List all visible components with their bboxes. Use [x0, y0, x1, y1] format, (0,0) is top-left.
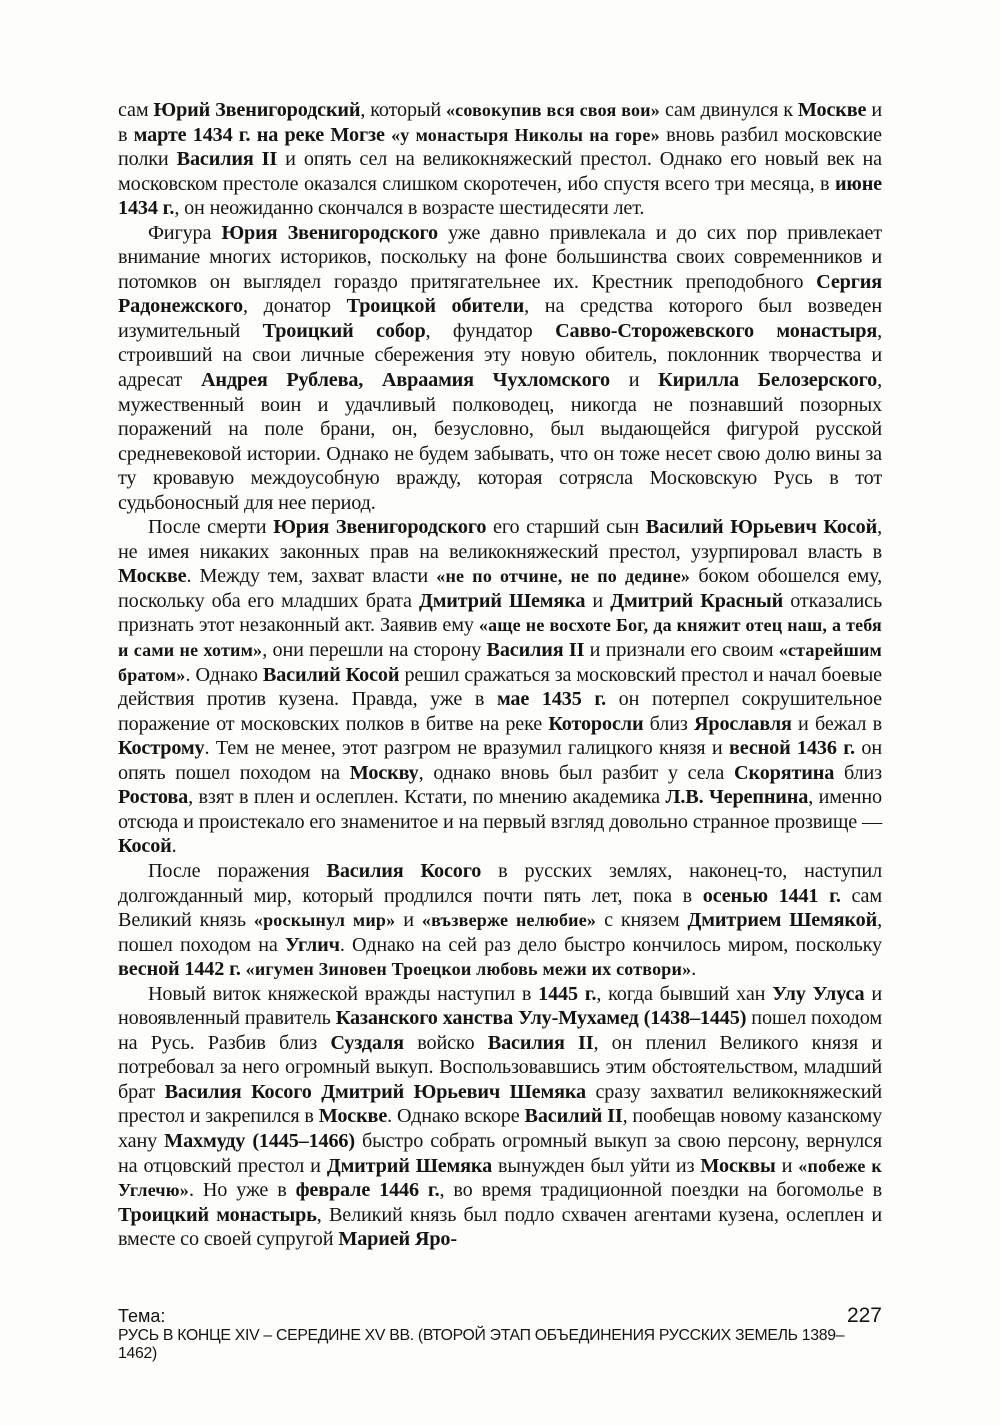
paragraph: [118, 982, 882, 1252]
text-run: , на средства которого был возведен изумительный: [118, 295, 883, 342]
text-run: отказались признать этот незаконный акт. Заявив ему: [118, 589, 883, 637]
text-run: войско: [403, 1031, 488, 1054]
text-run: сразу захватил великокняжеский престол и закрепился в: [118, 1080, 882, 1128]
text-run: . Между тем, захват власти: [186, 565, 437, 588]
emphasis-term: Кирилла Белозерского: [658, 369, 878, 392]
emphasis-term: Ярославля: [693, 712, 792, 735]
text-run: . Но уже в: [188, 1179, 296, 1202]
emphasis-term: 1445 г.: [538, 982, 597, 1005]
page-body: [118, 98, 882, 1252]
emphasis-term: Дмитрий Шемяка: [326, 1154, 493, 1177]
text-run: с князем: [596, 909, 688, 932]
text-run: вынужден был уйти из: [492, 1154, 701, 1177]
text-run: , который: [360, 99, 446, 121]
emphasis-term: Василий Косой: [262, 663, 400, 686]
emphasis-term: феврале 1446 г.: [295, 1179, 440, 1202]
text-run: , Великий князь был подло схвачен агентами кузена, ослеплен и вместе со своей супругой: [118, 1203, 882, 1251]
emphasis-term: Троицкой обители: [346, 295, 525, 318]
emphasis-term: Кострому: [118, 737, 205, 760]
text-run: и признали его своим: [584, 639, 779, 662]
footer-topic-title: РУСЬ В КОНЦЕ XIV – СЕРЕДИНЕ XV ВВ. (ВТОРОЙ ЭТАП ОБЪЕДИНЕНИЯ РУССКИХ ЗЕМЕЛЬ 1389–1462): [118, 1327, 845, 1362]
text-run: он опять пошел походом на: [118, 737, 882, 784]
text-run: решил сражаться за московский престол и начал боевые действия против кузена. Правда, уже в: [118, 663, 882, 711]
text-run: , не имея никаких законных прав на великокняжеский престол, узурпировал власть в: [118, 516, 883, 563]
emphasis-term: Улу Улуса: [772, 982, 865, 1005]
text-run: . Однако на сей раз дело быстро кончилось миром, поскольку: [339, 933, 882, 956]
text-run: , фундатор: [425, 319, 556, 342]
emphasis-term: Москве: [797, 99, 867, 121]
old-russian-quote: «възверже нелюбие»: [421, 910, 597, 931]
text-run: После смерти: [148, 516, 274, 539]
old-russian-quote: «роскынул мир»: [253, 910, 396, 931]
text-run: и новоявленный правитель: [118, 982, 882, 1030]
emphasis-term: Москве: [318, 1105, 388, 1128]
old-russian-quote: «старейшим братом»: [118, 640, 883, 685]
text-run: и бежал в: [791, 712, 882, 735]
emphasis-term: Которосли: [548, 712, 644, 735]
text-run: и: [610, 369, 659, 392]
page-footer: [118, 1306, 882, 1363]
text-run: , однако вновь был разбит у села: [418, 761, 735, 784]
text-run: близ: [643, 712, 694, 735]
text-run: сам Великий князь: [118, 884, 882, 932]
text-run: . Однако: [185, 663, 263, 686]
paragraph: [118, 515, 882, 859]
emphasis-term: Москве: [118, 565, 187, 588]
emphasis-term: Сергия Радонежского: [118, 270, 882, 318]
text-run: , мужественный воин и удачливый полководец, никогда не познавший позорных поражений на поле брани, он, безусловно, был выдающейся фигурой русской средневековой истории. Однако не будем забывать, что он тоже несет свою долю вины за ту кровавую междоусобную вражду, которая сотрясла Московскую Русь в тот судьбоносный для нее период.: [118, 369, 883, 514]
emphasis-term: весной 1436 г.: [729, 737, 855, 760]
emphasis-term: Василий II: [524, 1105, 623, 1128]
emphasis-term: Троицкий монастырь: [118, 1203, 317, 1226]
emphasis-term: Юрия Звенигородского: [221, 221, 438, 244]
emphasis-term: Марией Яро-: [338, 1228, 457, 1251]
emphasis-term: Дмитрием Шемякой: [687, 909, 878, 932]
text-run: , они перешли на сторону: [262, 639, 487, 662]
emphasis-term: Троицкий собор: [262, 319, 426, 342]
text-run: и в: [118, 99, 882, 146]
emphasis-term: марте 1434 г. на реке Могзе: [133, 123, 385, 146]
text-run: пошел походом на Русь. Разбив близ: [118, 1007, 882, 1054]
emphasis-term: Василия Косого: [326, 859, 482, 882]
old-russian-quote: «совокупив вся своя вои»: [445, 100, 660, 120]
old-russian-quote: «не по отчине, не по дедине»: [436, 566, 691, 587]
text-run: . Однако вскоре: [387, 1105, 525, 1128]
text-run: , пообещав новому казанскому хану: [118, 1105, 883, 1152]
emphasis-term: весной 1442 г.: [118, 958, 241, 981]
emphasis-term: Савво-Сторожевского монастыря: [555, 319, 878, 342]
emphasis-term: Скорятина: [734, 761, 835, 784]
text-run: и: [585, 589, 611, 612]
text-run: быстро собрать огромный выкуп за свою персону, вернулся на отцовский престол и: [118, 1129, 882, 1177]
footer-topic-label: Тема:: [118, 1306, 166, 1326]
emphasis-term: Василия Косого Дмитрий Юрьевич Шемяка: [164, 1080, 586, 1103]
emphasis-term: Казанского ханства Улу-Мухамед (1438–1445): [335, 1007, 747, 1030]
text-run: и опять сел на великокняжеский престол. Однако его новый век на московском престоле оказался слишком скоротечен, ибо спустя всего три месяца, в: [118, 148, 882, 195]
text-run: в русских землях, наконец-то, наступил долгожданный мир, который продлился почти пять лет, пока в: [118, 859, 883, 907]
text-run: , пошел походом на: [118, 909, 882, 956]
text-run: он потерпел сокрушительное поражение от московских полков в битве на реке: [118, 688, 882, 735]
text-run: уже давно привлекала и до сих пор привлекает внимание многих историков, поскольку на фоне большинства своих современников и потомков он выглядел гораздо притягательнее их. Крестник преподобного: [118, 221, 882, 293]
emphasis-term: Юрий Звенигородский: [153, 99, 361, 121]
text-run: После поражения: [148, 859, 327, 882]
emphasis-term: Василия II: [487, 1031, 594, 1054]
emphasis-term: Косой: [118, 835, 172, 858]
emphasis-term: Василия II: [486, 639, 585, 662]
emphasis-term: Дмитрий Шемяка: [418, 589, 586, 612]
text-run: вновь разбил московские полки: [118, 123, 882, 171]
text-run: .: [691, 958, 697, 981]
old-russian-quote: «у монастыря Николы на горе»: [391, 124, 660, 145]
text-run: его старший сын: [486, 516, 646, 539]
emphasis-term: Дмитрий Красный: [610, 589, 784, 612]
text-run: , взят в плен и ослеплен. Кстати, по мнению академика: [188, 786, 666, 809]
text-run: сам: [118, 99, 154, 121]
text-run: . Тем не менее, этот разгром не вразумил галицкого князя и: [204, 737, 730, 760]
emphasis-term: Углич: [284, 933, 340, 956]
emphasis-term: Василий Юрьевич Косой: [645, 516, 878, 539]
text-run: , именно отсюда и проистекало его знаменитое и на первый взгляд довольно странное прозвище —: [118, 786, 882, 833]
text-run: , он неожиданно скончался в возрасте шестидесяти лет.: [174, 197, 645, 220]
text-run: боком обошелся ему, поскольку оба его младших брата: [118, 565, 882, 612]
emphasis-term: июне 1434 г.: [118, 172, 882, 220]
emphasis-term: Л.В. Черепнина: [665, 786, 809, 809]
text-run: , когда бывший хан: [596, 982, 773, 1005]
old-russian-quote: «побеже к Углечю»: [118, 1155, 882, 1201]
text-run: сам двинулся к: [659, 99, 798, 121]
text-run: , во время традиционной поездки на богомолье в: [439, 1179, 882, 1202]
text-run: , донатор: [242, 295, 347, 318]
text-run: , он пленил Великого князя и потребовал за него огромный выкуп. Воспользовавшись этим обстоятельством, младший брат: [118, 1031, 882, 1103]
emphasis-term: Махмуду (1445–1466): [164, 1129, 355, 1152]
page-number: 227: [846, 1304, 882, 1327]
emphasis-term: Суздаля: [330, 1031, 404, 1054]
emphasis-term: Москвы: [700, 1154, 776, 1177]
old-russian-quote: «аще не восхоте Бог, да княжит отец наш, а тебя и сами не хотим»: [118, 615, 882, 661]
text-run: Новый виток княжеской вражды наступил в: [148, 982, 539, 1005]
old-russian-quote: «игумен Зиновен Троецкои любовь межи их сотвори»: [245, 959, 692, 980]
paragraph: [118, 98, 882, 221]
text-run: близ: [834, 761, 882, 784]
emphasis-term: Василия II: [176, 148, 278, 171]
emphasis-term: осенью 1441 г.: [702, 884, 841, 907]
emphasis-term: Юрия Звенигородского: [273, 516, 487, 539]
text-run: .: [171, 835, 177, 858]
text-run: и: [775, 1154, 799, 1177]
emphasis-term: Москву: [349, 761, 419, 784]
emphasis-term: Ростова: [118, 786, 189, 809]
emphasis-term: мае 1435 г.: [496, 688, 606, 711]
text-run: и: [395, 909, 422, 932]
emphasis-term: Андрея Рублева, Авраамия Чухломского: [200, 369, 610, 392]
paragraph: [118, 859, 882, 982]
text-run: , строивший на свои личные сбережения эту новую обитель, поклонник творчества и адресат: [118, 319, 883, 392]
paragraph: [118, 221, 882, 516]
text-run: Фигура: [148, 221, 222, 244]
